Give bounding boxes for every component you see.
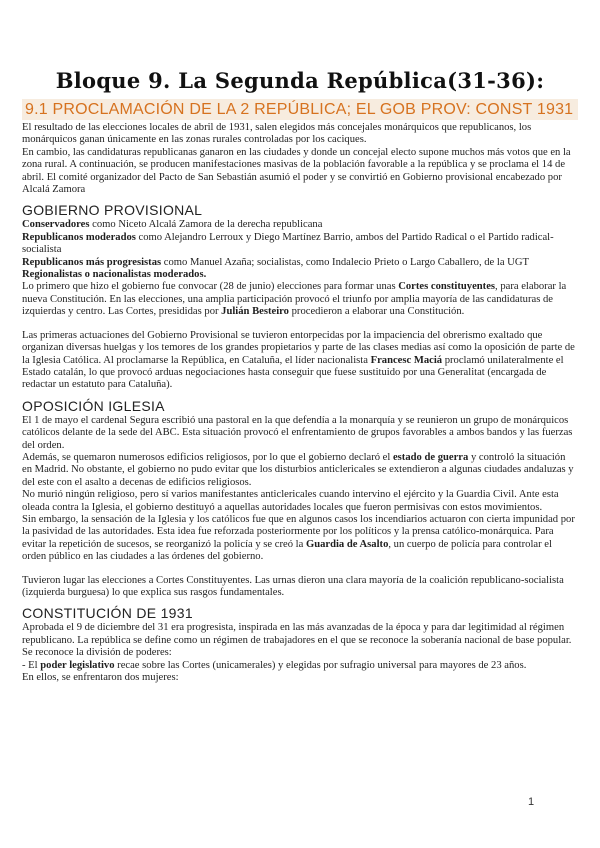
text-span: Las primeras actuaciones del Gobierno Provisional se tuvieron entorpecidas por la impaciencia del obrerismo exaltado que organizan diversas huelgas y los temores de los grandes propietarios y parte de las clases medias así como la oposición de parte de la Iglesia Católica. Al proclamarse la República, en Cataluña, el líder nacionalista: [22, 329, 575, 366]
text-span: y controló la situación en Madrid. No obstante, el gobierno no pudo evitar que los disturbios anticlericales se extendieron a algunas ciudades andaluzas y del este con el asalto a decenas de edificios religiosos.: [22, 451, 574, 488]
intro-paragraph-1: El resultado de las elecciones locales de abril de 1931, salen elegidos más concejales monárquicos que republicanos, los monárquicos ganan únicamente en las zonas rurales controladas por los caciques.: [22, 122, 532, 146]
bold-term: estado de guerra: [392, 451, 469, 463]
text-span: - El: [22, 659, 41, 671]
gobierno-line-conservadores: [22, 219, 578, 231]
text-span: , para elaborar la nueva Constitución. En las elecciones, una amplia participación provocó el triunfo por amplia mayoría de las candidaturas de izquierdas y centro. Las Cortes, presididas por: [22, 281, 567, 318]
bold-term: poder legislativo: [40, 659, 115, 671]
iglesia-paragraph-1: El 1 de mayo el cardenal Segura escribió una pastoral en la que defendía a la monarquía y se reunieron un grupo de monárquicos católicos delante de la sede del ABC. Esta situación provocó el enfrentamiento de grupos favorables a ambos bandos y las fuerzas del orden.: [22, 414, 573, 451]
bold-term: Republicanos moderados: [22, 231, 136, 243]
heading-gobierno-provisional: GOBIERNO PROVISIONAL: [22, 202, 203, 219]
iglesia-paragraph-5: Tuvieron lugar las elecciones a Cortes Constituyentes. Las urnas dieron una clara mayoría de la coalición republicano-socialista (izquierda burguesa) lo que explica sus rasgos fundamentales.: [22, 574, 564, 598]
paragraph-gap: [22, 319, 578, 330]
intro-paragraph-2: En cambio, las candidaturas republicanas ganaron en las ciudades y donde un concejal electo supone muchos más votos que en la zona rural. A continuación, se producen manifestaciones masivas de la población favorable a la república y se proclama el 14 de abril. El comité organizador del Pacto de San Sebastián asumió el poder y se convirtió en Gobierno provisional encabezado por Alcalá Zamora: [22, 146, 571, 196]
page-number: 1: [528, 796, 535, 808]
text-span: proclamó unilateralmente el Estado catalán, lo que provocó arduas negociaciones hasta conseguir que fuese sustituido por una Generalitat (encargada de redactar un estatuto para Cataluña).: [22, 354, 564, 391]
constitucion-paragraph-1: Aprobada el 9 de diciembre del 31 era progresista, inspirada en las más avanzadas de la época y para dar legitimidad al régimen republicano. La república se define como un régimen de trabajadores en el que se reconoce la soberanía nacional de base popular.: [22, 622, 572, 646]
text-span: recae sobre las Cortes (unicamerales) y elegidas por sufragio universal para mayores de 23 años.: [114, 659, 527, 671]
bold-term: Julián Besteiro: [221, 306, 289, 318]
document-title: Bloque 9. La Segunda República(31-36):: [55, 68, 545, 93]
text-span: Lo primero que hizo el gobierno fue convocar (28 de junio) elecciones para formar unas: [22, 281, 399, 293]
bold-term: Francesc Maciá: [370, 354, 443, 366]
heading-oposicion-iglesia: OPOSICIÓN IGLESIA: [22, 397, 165, 414]
gobierno-line-regionalistas: [22, 269, 578, 281]
iglesia-paragraph-4: [22, 514, 578, 564]
document-page: [22, 68, 578, 684]
constitucion-paragraph-4: En ellos, se enfrentaron dos mujeres:: [22, 672, 179, 684]
paragraph-gap: [22, 564, 578, 575]
gobierno-line-progresistas: [22, 257, 578, 269]
section-banner: 9.1 PROCLAMACIÓN DE LA 2 REPÚBLICA; EL GOB PROV: CONST 1931: [22, 99, 578, 120]
iglesia-paragraph-2: [22, 452, 578, 489]
bold-term: Cortes constituyentes: [398, 281, 496, 293]
bold-term: Regionalistas o nacionalistas moderados.: [22, 269, 207, 281]
text-span: Sin embargo, la sensación de la Iglesia y los católicos fue que en algunos casos los incendiarios actuaron con cierta impunidad por la pasividad de las autoridades. Esta idea fue reforzada posteriormente por los políticos y la prensa católico-monárquica. Para evitar la repetición de sucesos, se reorganizó la policía y se creó la: [22, 513, 575, 550]
text-span: , un cuerpo de policía para controlar el orden público en las ciudades a las órdenes del gobierno.: [22, 538, 552, 563]
gobierno-paragraph-cortes: [22, 281, 578, 318]
text-span: procedieron a elaborar una Constitución.: [288, 306, 465, 318]
text-span: como Alejandro Lerroux y Diego Martínez Barrio, ambos del Partido Radical o el Partido radical-socialista: [22, 231, 554, 256]
gobierno-line-moderados: [22, 232, 578, 257]
text-span: Además, se quemaron numerosos edificios religiosos, por lo que el gobierno declaró el: [22, 451, 393, 463]
bold-term: Conservadores: [22, 219, 90, 231]
heading-constitucion-1931: CONSTITUCIÓN DE 1931: [22, 605, 193, 622]
bold-term: Guardia de Asalto: [305, 538, 389, 550]
bold-term: Republicanos más progresistas: [22, 256, 162, 268]
gobierno-paragraph-actuaciones: [22, 330, 578, 392]
constitucion-paragraph-2: Se reconoce la división de poderes:: [22, 647, 172, 659]
constitucion-paragraph-3: [22, 660, 578, 672]
text-span: como Manuel Azaña; socialistas, como Indalecio Prieto o Largo Caballero, de la UGT: [161, 256, 529, 268]
iglesia-paragraph-3: No murió ningún religioso, pero sí varios manifestantes anticlericales cuando intervino el ejército y la Guardia Civil. Ante esta oleada contra la Iglesia, el gobierno destituyó a aquellas autoridades locales que fueron permisivas con estos movimientos.: [22, 489, 559, 513]
text-span: como Niceto Alcalá Zamora de la derecha republicana: [89, 219, 323, 231]
